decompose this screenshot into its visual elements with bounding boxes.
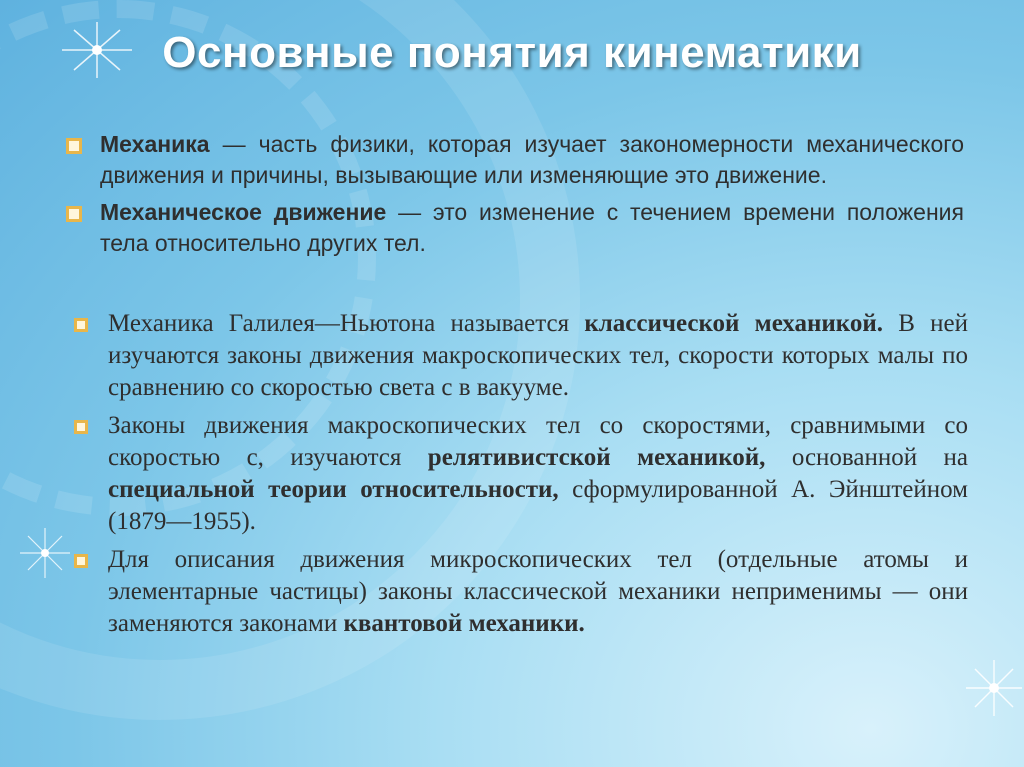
sparkle-icon [966,660,1022,716]
bullet-icon [74,554,88,568]
bullet-icon [66,138,82,154]
slide-title: Основные понятия кинематики [162,28,862,77]
bullet-icon [74,420,88,434]
mechanics-types-list [74,308,968,646]
definitions-list [66,129,964,265]
term-mechanics: Механика [100,131,210,157]
bullet-icon [66,206,82,222]
definition-text: — часть физики, которая изучает закономерности механического движения и причины, вызывающие или изменяющие это движение. [100,131,964,188]
bullet-icon [74,318,88,332]
list-item [66,197,964,259]
list-item: Для описания движения микроскопических тел (отдельные атомы и элементарные частицы) законы классической механики неприменимы — они заменяются законами квантовой механики. [74,544,968,640]
list-item [66,129,964,191]
term-mechanical-motion: Механическое движение [100,199,387,225]
definition-text: — это изменение с течением времени положения тела относительно других тел. [100,199,964,256]
list-item: Механика Галилея—Ньютона называется классической механикой. В ней изучаются законы движения макроскопических тел, скорости которых малы по сравнению со скоростью света с в вакууме. [74,308,968,404]
list-item: Законы движения макроскопических тел со скоростями, сравнимыми со скоростью с, изучаются релятивистской механикой, основанной на специальной теории относительности, сформулированной А. Эйнштейном (1879—1955). [74,410,968,538]
sparkle-icon [20,528,70,578]
